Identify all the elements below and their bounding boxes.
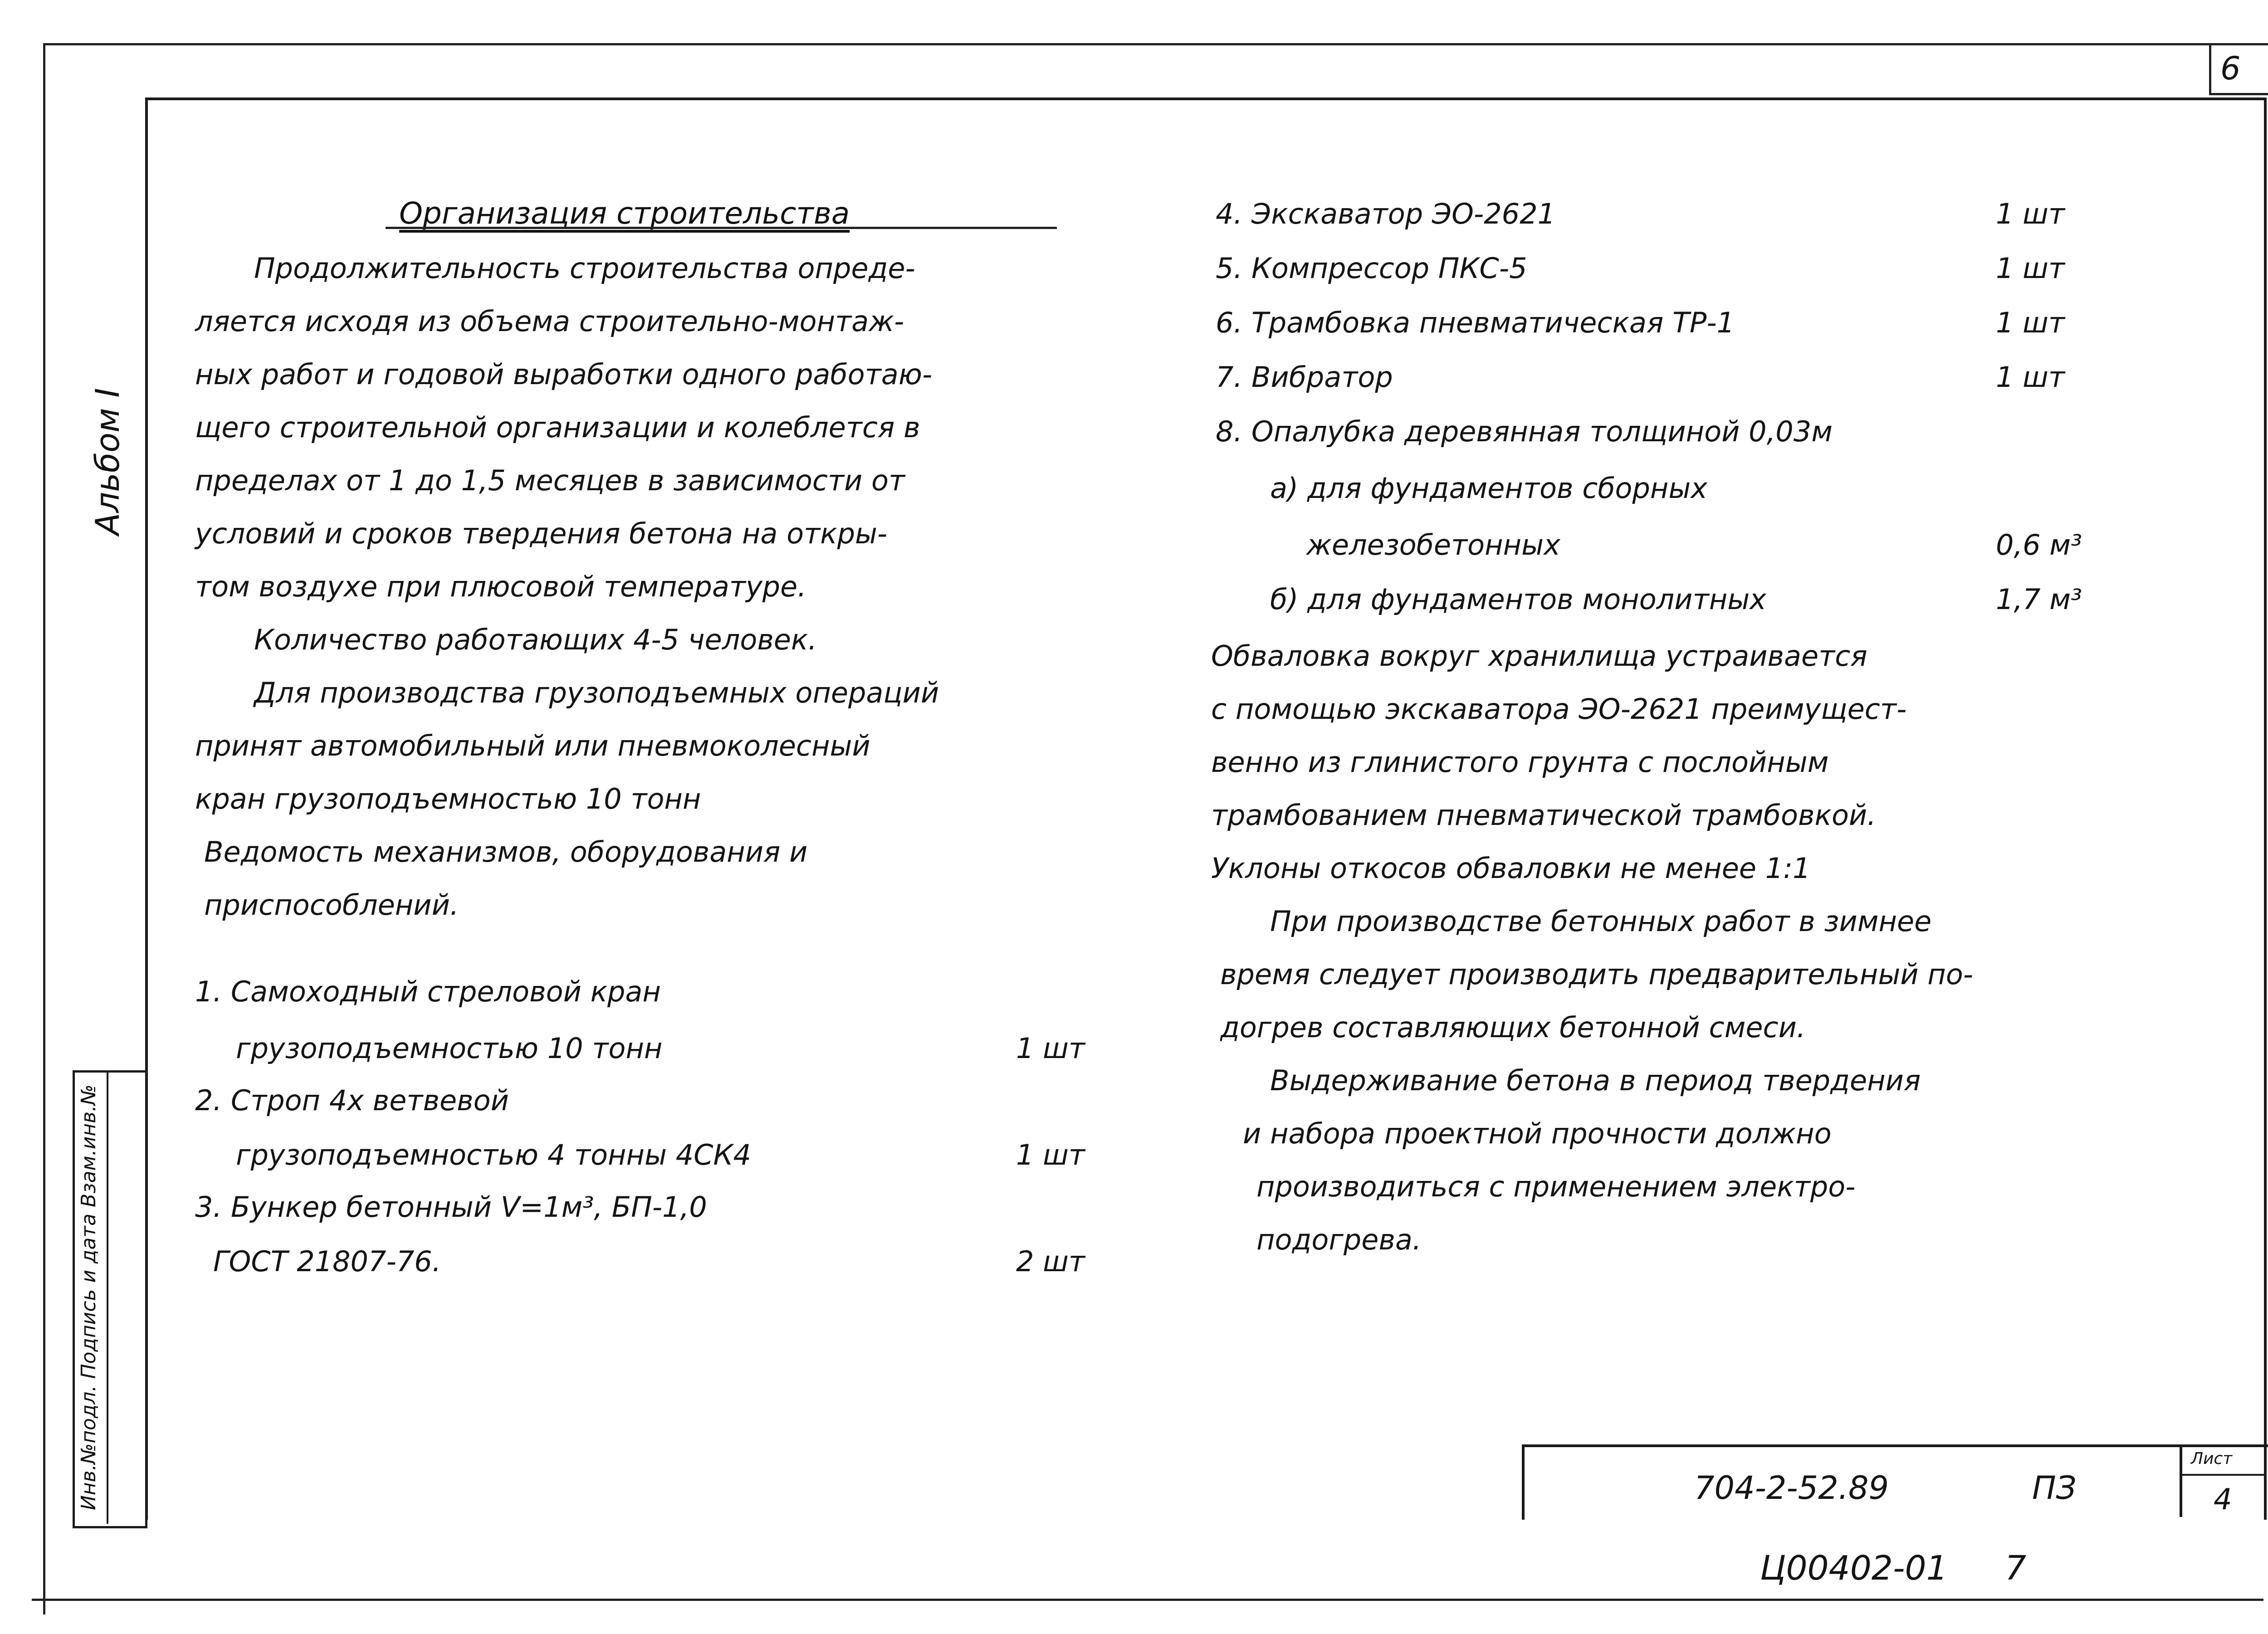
left-line: том воздухе при плюсовой температуре. [195,570,807,603]
right-line: венно из глинистого грунта с послойным [1211,746,1829,779]
right-line: подогрева. [1256,1223,1422,1256]
equipment-item: б) для фундаментов монолитных [1270,583,1766,616]
left-line: Продолжительность строительства опреде- [254,252,915,285]
equipment-item: 5. Компрессор ПКС-5 [1216,252,1527,285]
left-line: приспособлений. [204,888,459,922]
equipment-item: 3. Бункер бетонный V=1м³, БП-1,0 [195,1190,707,1224]
sheet-label: Лист [2191,1449,2233,1468]
equipment-item: 2. Строп 4х ветвевой [195,1084,509,1117]
equipment-qty: 1 шт [1016,1138,1085,1171]
equipment-qty: 1 шт [1996,252,2065,285]
left-line: Количество работающих 4-5 человек. [254,623,817,656]
right-line: производиться с применением электро- [1256,1170,1856,1203]
equipment-qty: 1 шт [1996,197,2065,230]
equipment-qty: 1 шт [1996,306,2065,339]
equipment-item: 7. Вибратор [1216,361,1393,394]
equipment-qty: 0,6 м³ [1996,528,2082,561]
equipment-item: 8. Опалубка деревянная толщиной 0,03м [1216,415,1833,448]
title-block [1522,1444,2268,1520]
sheet-cell-divider [2180,1474,2266,1476]
left-line: щего строительной организации и колеблется в [195,411,920,444]
document-code: 704-2-52.89 [1694,1469,1889,1507]
equipment-item: грузоподъемностью 10 тонн [236,1032,663,1065]
album-label: Альбом I [88,388,127,535]
right-line: и набора проектной прочности должно [1243,1117,1832,1150]
equipment-qty: 1,7 м³ [1996,583,2082,616]
equipment-qty: 2 шт [1016,1245,1085,1278]
right-line: догрев составляющих бетонной смеси. [1220,1011,1806,1044]
left-line: принят автомобильный или пневмоколесный [195,729,870,762]
equipment-item: 1. Самоходный стреловой кран [195,975,661,1008]
footer-doc-number: Ц00402-01 [1760,1549,1948,1588]
section-code: ПЗ [2032,1469,2077,1507]
right-line: трамбованием пневматической трамбовкой. [1211,799,1876,832]
left-line: ляется исходя из объема строительно-монтаж- [195,305,904,338]
equipment-item: железобетонных [1306,528,1560,561]
right-line: При производстве бетонных работ в зимнее [1270,905,1932,938]
right-line: Уклоны откосов обваловки не менее 1:1 [1211,852,1811,885]
stamp-divider [107,1070,108,1524]
equipment-qty: 1 шт [1996,361,2065,394]
equipment-item: грузоподъемностью 4 тонны 4СК4 [236,1138,751,1171]
left-line: кран грузоподъемностью 10 тонн [195,782,701,815]
equipment-item: а) для фундаментов сборных [1270,472,1708,505]
section-heading: Организация строительства [399,196,850,231]
footer-page: 7 [2005,1549,2027,1588]
left-line: пределах от 1 до 1,5 месяцев в зависимости от [195,464,905,497]
left-line: Для производства грузоподъемных операций [254,676,939,709]
equipment-item: 4. Экскаватор ЭО-2621 [1216,197,1556,230]
left-line: Ведомость механизмов, оборудования и [204,835,808,868]
left-line: условий и сроков твердения бетона на откры- [195,517,888,550]
equipment-qty: 1 шт [1016,1032,1085,1065]
equipment-item: 6. Трамбовка пневматическая ТР-1 [1216,306,1735,339]
right-line: Обваловка вокруг хранилища устраивается [1211,639,1867,673]
right-line: время следует производить предварительный по- [1220,958,1974,991]
right-line: Выдерживание бетона в период твердения [1270,1064,1921,1097]
sheet-number: 4 [2214,1483,2232,1517]
left-line: ных работ и годовой выработки одного работаю- [195,358,933,391]
heading-underline [386,227,1057,229]
equipment-item: ГОСТ 21807-76. [213,1245,441,1278]
bottom-rule [32,1599,2263,1601]
corner-number: 6 [2220,50,2241,87]
stamp-text: Инв.№подл. Подпись и дата Взам.инв.№ [77,1084,100,1510]
right-line: с помощью экскаватора ЭО-2621 преимущест- [1211,693,1907,726]
